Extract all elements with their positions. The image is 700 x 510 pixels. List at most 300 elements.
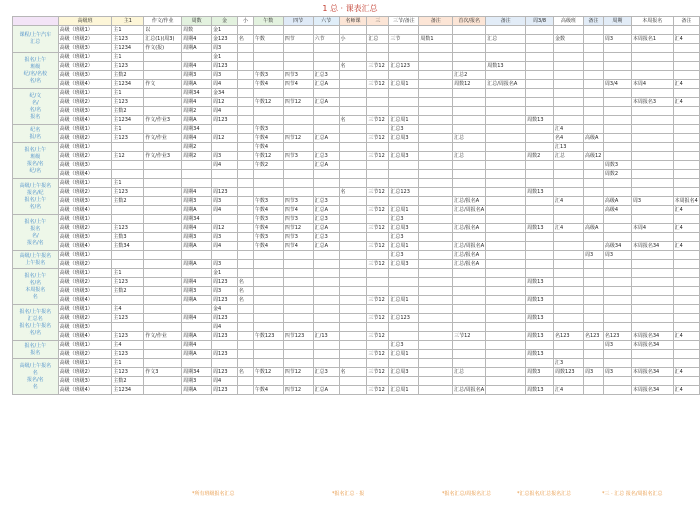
table-cell[interactable]: 主数34: [112, 242, 144, 251]
table-cell[interactable]: 三节12: [367, 242, 389, 251]
table-cell[interactable]: [144, 125, 182, 134]
table-cell[interactable]: [526, 107, 554, 116]
table-cell[interactable]: [367, 179, 389, 188]
table-cell[interactable]: [182, 269, 212, 278]
table-cell[interactable]: [419, 125, 453, 134]
table-cell[interactable]: [583, 386, 603, 395]
table-cell[interactable]: [313, 188, 339, 197]
table-cell[interactable]: [339, 170, 367, 179]
table-cell[interactable]: [367, 161, 389, 170]
table-cell[interactable]: 汇总3: [313, 71, 339, 80]
table-cell[interactable]: 名: [339, 62, 367, 71]
table-cell[interactable]: 午数4: [253, 386, 283, 395]
table-cell[interactable]: [486, 188, 526, 197]
table-cell[interactable]: 汇4: [673, 368, 699, 377]
table-cell[interactable]: [237, 53, 253, 62]
table-cell[interactable]: 高级12: [583, 152, 603, 161]
table-cell[interactable]: [603, 224, 631, 233]
table-cell[interactable]: [631, 251, 673, 260]
table-cell[interactable]: [389, 332, 419, 341]
table-cell[interactable]: 汇总3: [389, 251, 419, 260]
table-cell[interactable]: [526, 98, 554, 107]
table-cell[interactable]: [237, 377, 253, 386]
table-cell[interactable]: [144, 188, 182, 197]
table-cell[interactable]: [253, 260, 283, 269]
table-cell[interactable]: [237, 305, 253, 314]
table-cell[interactable]: 周3: [212, 233, 238, 242]
table-cell[interactable]: 三节12: [367, 332, 389, 341]
table-cell[interactable]: 汇总2: [453, 71, 486, 80]
table-cell[interactable]: [603, 152, 631, 161]
table-cell[interactable]: [339, 242, 367, 251]
table-cell[interactable]: [144, 341, 182, 350]
table-cell[interactable]: [583, 287, 603, 296]
table-cell[interactable]: [526, 359, 554, 368]
table-cell[interactable]: 午数3: [253, 233, 283, 242]
table-cell[interactable]: [603, 44, 631, 53]
table-cell[interactable]: 作文(报): [144, 44, 182, 53]
table-cell[interactable]: [453, 179, 486, 188]
table-cell[interactable]: 三节12: [367, 368, 389, 377]
table-cell[interactable]: [673, 296, 699, 305]
table-cell[interactable]: [144, 269, 182, 278]
table-cell[interactable]: [673, 377, 699, 386]
table-cell[interactable]: 汇总3: [389, 215, 419, 224]
table-cell[interactable]: [583, 341, 603, 350]
table-cell[interactable]: 周123: [212, 314, 238, 323]
table-cell[interactable]: [419, 107, 453, 116]
table-cell[interactable]: [313, 287, 339, 296]
table-cell[interactable]: [339, 44, 367, 53]
table-cell[interactable]: [453, 233, 486, 242]
table-cell[interactable]: [603, 260, 631, 269]
table-cell[interactable]: [554, 296, 584, 305]
table-cell[interactable]: [283, 377, 313, 386]
table-cell[interactable]: [673, 107, 699, 116]
table-cell[interactable]: [112, 296, 144, 305]
table-cell[interactable]: 名: [237, 296, 253, 305]
table-cell[interactable]: [339, 296, 367, 305]
table-cell[interactable]: [339, 287, 367, 296]
table-cell[interactable]: [389, 323, 419, 332]
table-cell[interactable]: [253, 359, 283, 368]
table-cell[interactable]: [144, 179, 182, 188]
table-cell[interactable]: [419, 98, 453, 107]
table-cell[interactable]: 汇总: [453, 368, 486, 377]
table-cell[interactable]: [253, 287, 283, 296]
table-cell[interactable]: [419, 134, 453, 143]
table-cell[interactable]: [526, 242, 554, 251]
table-cell[interactable]: [283, 143, 313, 152]
table-cell[interactable]: [144, 386, 182, 395]
table-cell[interactable]: [673, 161, 699, 170]
table-cell[interactable]: [283, 260, 313, 269]
table-cell[interactable]: [583, 125, 603, 134]
table-cell[interactable]: [253, 116, 283, 125]
table-cell[interactable]: [673, 62, 699, 71]
table-cell[interactable]: 四节4: [283, 80, 313, 89]
table-cell[interactable]: [212, 143, 238, 152]
table-cell[interactable]: [554, 26, 584, 35]
table-cell[interactable]: 高级（班级1）: [58, 143, 112, 152]
table-cell[interactable]: [367, 71, 389, 80]
table-cell[interactable]: [367, 89, 389, 98]
table-cell[interactable]: [144, 350, 182, 359]
table-cell[interactable]: 汇总周1: [389, 206, 419, 215]
table-cell[interactable]: [144, 251, 182, 260]
table-cell[interactable]: [313, 26, 339, 35]
table-cell[interactable]: [673, 215, 699, 224]
table-cell[interactable]: 三节12: [367, 80, 389, 89]
table-cell[interactable]: [554, 98, 584, 107]
table-cell[interactable]: 周期A: [182, 386, 212, 395]
table-cell[interactable]: [554, 377, 584, 386]
table-cell[interactable]: 周期2: [182, 143, 212, 152]
table-cell[interactable]: 周数: [182, 26, 212, 35]
table-cell[interactable]: [631, 26, 673, 35]
table-cell[interactable]: [526, 161, 554, 170]
table-cell[interactable]: [486, 152, 526, 161]
table-cell[interactable]: [486, 269, 526, 278]
table-cell[interactable]: [583, 206, 603, 215]
table-cell[interactable]: 高级A: [583, 134, 603, 143]
table-cell[interactable]: [554, 314, 584, 323]
table-cell[interactable]: 汇总: [554, 152, 584, 161]
table-cell[interactable]: [144, 305, 182, 314]
table-cell[interactable]: [339, 53, 367, 62]
table-cell[interactable]: [486, 296, 526, 305]
table-cell[interactable]: 名4: [554, 134, 584, 143]
table-cell[interactable]: [486, 44, 526, 53]
table-cell[interactable]: [486, 386, 526, 395]
table-cell[interactable]: 周3: [212, 152, 238, 161]
table-cell[interactable]: 周期2: [182, 107, 212, 116]
table-cell[interactable]: [673, 350, 699, 359]
table-cell[interactable]: 周4: [212, 161, 238, 170]
table-cell[interactable]: [631, 62, 673, 71]
table-cell[interactable]: 名: [339, 188, 367, 197]
table-cell[interactable]: [583, 296, 603, 305]
table-cell[interactable]: 高级（班级1）: [58, 26, 112, 35]
table-cell[interactable]: 高级（班级1）: [58, 251, 112, 260]
table-cell[interactable]: [526, 179, 554, 188]
table-cell[interactable]: [389, 107, 419, 116]
table-cell[interactable]: 周数13: [526, 296, 554, 305]
table-cell[interactable]: [237, 107, 253, 116]
table-cell[interactable]: 周数13: [526, 278, 554, 287]
table-cell[interactable]: [453, 359, 486, 368]
table-cell[interactable]: 周期3: [182, 233, 212, 242]
table-cell[interactable]: [554, 107, 584, 116]
table-cell[interactable]: 汇总3: [389, 125, 419, 134]
table-cell[interactable]: [554, 161, 584, 170]
table-cell[interactable]: [253, 377, 283, 386]
table-cell[interactable]: [583, 35, 603, 44]
table-cell[interactable]: 名123: [554, 332, 584, 341]
table-cell[interactable]: 四节3: [283, 233, 313, 242]
table-cell[interactable]: [182, 170, 212, 179]
table-cell[interactable]: [339, 260, 367, 269]
table-cell[interactable]: [419, 89, 453, 98]
table-cell[interactable]: [673, 269, 699, 278]
table-cell[interactable]: [237, 215, 253, 224]
table-cell[interactable]: 周期4: [182, 35, 212, 44]
table-cell[interactable]: [313, 251, 339, 260]
table-cell[interactable]: [583, 305, 603, 314]
table-cell[interactable]: [603, 116, 631, 125]
table-cell[interactable]: 午数2: [253, 161, 283, 170]
table-cell[interactable]: [486, 341, 526, 350]
table-cell[interactable]: [526, 260, 554, 269]
table-cell[interactable]: [283, 341, 313, 350]
table-cell[interactable]: [526, 134, 554, 143]
table-cell[interactable]: [253, 62, 283, 71]
table-cell[interactable]: 周期3: [182, 377, 212, 386]
table-cell[interactable]: 四节3: [283, 197, 313, 206]
table-cell[interactable]: 周4: [212, 80, 238, 89]
table-cell[interactable]: [603, 386, 631, 395]
table-cell[interactable]: [339, 89, 367, 98]
table-cell[interactable]: 主123: [112, 350, 144, 359]
table-cell[interactable]: 周4: [212, 323, 238, 332]
table-cell[interactable]: [339, 71, 367, 80]
table-cell[interactable]: 三节12: [453, 332, 486, 341]
table-cell[interactable]: [583, 80, 603, 89]
table-cell[interactable]: [673, 341, 699, 350]
table-cell[interactable]: [486, 242, 526, 251]
table-cell[interactable]: [144, 143, 182, 152]
table-cell[interactable]: [367, 323, 389, 332]
table-cell[interactable]: [583, 116, 603, 125]
table-cell[interactable]: 高级（班级3）: [58, 197, 112, 206]
table-cell[interactable]: 名123: [583, 332, 603, 341]
table-cell[interactable]: [583, 233, 603, 242]
table-cell[interactable]: [237, 62, 253, 71]
table-cell[interactable]: [419, 323, 453, 332]
table-cell[interactable]: [631, 233, 673, 242]
table-cell[interactable]: [112, 323, 144, 332]
table-cell[interactable]: [144, 197, 182, 206]
table-cell[interactable]: [419, 53, 453, 62]
table-cell[interactable]: 周期4: [182, 314, 212, 323]
table-cell[interactable]: 主数2: [112, 377, 144, 386]
table-cell[interactable]: 周期4: [182, 341, 212, 350]
table-cell[interactable]: [313, 296, 339, 305]
table-cell[interactable]: [673, 260, 699, 269]
table-cell[interactable]: [237, 233, 253, 242]
table-cell[interactable]: [603, 359, 631, 368]
table-cell[interactable]: [631, 44, 673, 53]
table-cell[interactable]: 主1: [112, 359, 144, 368]
table-cell[interactable]: 三节12: [367, 188, 389, 197]
table-cell[interactable]: [339, 179, 367, 188]
table-cell[interactable]: [526, 26, 554, 35]
table-cell[interactable]: 高级（班级2）: [58, 62, 112, 71]
table-cell[interactable]: 汇4: [673, 98, 699, 107]
table-cell[interactable]: [389, 143, 419, 152]
table-cell[interactable]: 汇4: [554, 224, 584, 233]
table-cell[interactable]: [367, 53, 389, 62]
table-cell[interactable]: [583, 242, 603, 251]
table-cell[interactable]: [253, 323, 283, 332]
table-cell[interactable]: 汇总3: [389, 233, 419, 242]
table-cell[interactable]: [144, 359, 182, 368]
table-cell[interactable]: [313, 170, 339, 179]
table-cell[interactable]: [237, 98, 253, 107]
table-cell[interactable]: [583, 188, 603, 197]
table-cell[interactable]: [673, 323, 699, 332]
table-cell[interactable]: 午数3: [253, 197, 283, 206]
table-cell[interactable]: 金1: [212, 53, 238, 62]
table-cell[interactable]: 高级（班级2）: [58, 350, 112, 359]
table-cell[interactable]: [526, 71, 554, 80]
table-cell[interactable]: [583, 161, 603, 170]
table-cell[interactable]: [583, 314, 603, 323]
table-cell[interactable]: 名: [237, 287, 253, 296]
table-cell[interactable]: [389, 377, 419, 386]
table-cell[interactable]: 周期4: [182, 188, 212, 197]
table-cell[interactable]: 午数3: [253, 71, 283, 80]
table-cell[interactable]: [673, 278, 699, 287]
table-cell[interactable]: [526, 377, 554, 386]
table-cell[interactable]: 高级（班级1）: [58, 359, 112, 368]
table-cell[interactable]: [419, 26, 453, 35]
table-cell[interactable]: [673, 71, 699, 80]
table-cell[interactable]: [144, 233, 182, 242]
table-cell[interactable]: [313, 125, 339, 134]
table-cell[interactable]: [673, 170, 699, 179]
table-cell[interactable]: [283, 53, 313, 62]
table-cell[interactable]: [419, 368, 453, 377]
table-cell[interactable]: 高级（班级3）: [58, 161, 112, 170]
table-cell[interactable]: [453, 287, 486, 296]
table-cell[interactable]: [631, 134, 673, 143]
table-cell[interactable]: 周期A: [182, 260, 212, 269]
table-cell[interactable]: [673, 314, 699, 323]
table-cell[interactable]: [526, 305, 554, 314]
table-cell[interactable]: [419, 386, 453, 395]
table-cell[interactable]: 主4: [112, 341, 144, 350]
table-cell[interactable]: [419, 305, 453, 314]
table-cell[interactable]: [237, 332, 253, 341]
table-cell[interactable]: [603, 278, 631, 287]
table-cell[interactable]: 周4: [212, 242, 238, 251]
table-cell[interactable]: 名: [237, 35, 253, 44]
table-cell[interactable]: 四节: [283, 35, 313, 44]
table-cell[interactable]: [283, 251, 313, 260]
table-cell[interactable]: 汇总3: [389, 341, 419, 350]
table-cell[interactable]: [182, 179, 212, 188]
table-cell[interactable]: 汇3: [554, 359, 584, 368]
table-cell[interactable]: 主123: [112, 35, 144, 44]
table-cell[interactable]: [339, 278, 367, 287]
table-cell[interactable]: [554, 287, 584, 296]
table-cell[interactable]: [583, 26, 603, 35]
table-cell[interactable]: 作文/作业: [144, 134, 182, 143]
table-cell[interactable]: 周123: [212, 332, 238, 341]
table-cell[interactable]: 本周报名34: [631, 386, 673, 395]
table-cell[interactable]: 高级34: [603, 242, 631, 251]
table-cell[interactable]: [237, 125, 253, 134]
table-cell[interactable]: [283, 116, 313, 125]
table-cell[interactable]: 高级4: [603, 206, 631, 215]
table-cell[interactable]: [486, 233, 526, 242]
table-cell[interactable]: [253, 305, 283, 314]
table-cell[interactable]: [419, 260, 453, 269]
table-cell[interactable]: [419, 224, 453, 233]
table-cell[interactable]: 本周报名34: [631, 242, 673, 251]
table-cell[interactable]: 午数4: [253, 143, 283, 152]
table-cell[interactable]: [554, 188, 584, 197]
table-cell[interactable]: [237, 323, 253, 332]
table-cell[interactable]: [631, 359, 673, 368]
table-cell[interactable]: 本周报名4: [674, 198, 698, 204]
table-cell[interactable]: [339, 224, 367, 233]
table-cell[interactable]: 主数2: [112, 197, 144, 206]
table-cell[interactable]: 高级（班级3）: [58, 287, 112, 296]
table-cell[interactable]: [283, 125, 313, 134]
table-cell[interactable]: 高级（班级1）: [58, 341, 112, 350]
table-cell[interactable]: [583, 170, 603, 179]
table-cell[interactable]: 汇总周1: [389, 80, 419, 89]
table-cell[interactable]: 高级（班级4）: [58, 296, 112, 305]
table-cell[interactable]: [486, 278, 526, 287]
table-cell[interactable]: 三节12: [367, 224, 389, 233]
table-cell[interactable]: 高级（班级2）: [58, 188, 112, 197]
table-cell[interactable]: 周3: [583, 368, 603, 377]
table-cell[interactable]: [526, 251, 554, 260]
table-cell[interactable]: [453, 296, 486, 305]
table-cell[interactable]: [631, 206, 673, 215]
table-cell[interactable]: 午数3: [253, 215, 283, 224]
table-cell[interactable]: [182, 323, 212, 332]
table-cell[interactable]: 名: [339, 116, 367, 125]
table-cell[interactable]: 周期2: [182, 152, 212, 161]
table-cell[interactable]: [367, 287, 389, 296]
table-cell[interactable]: 汇4: [673, 35, 699, 44]
table-cell[interactable]: [583, 260, 603, 269]
table-cell[interactable]: [237, 206, 253, 215]
table-cell[interactable]: 周123: [212, 368, 238, 377]
table-cell[interactable]: 汇总3: [313, 197, 339, 206]
table-cell[interactable]: [453, 269, 486, 278]
table-cell[interactable]: [583, 215, 603, 224]
table-cell[interactable]: [453, 116, 486, 125]
table-cell[interactable]: 高级（班级3）: [58, 233, 112, 242]
table-cell[interactable]: [367, 26, 389, 35]
table-cell[interactable]: [631, 269, 673, 278]
table-cell[interactable]: [182, 161, 212, 170]
table-cell[interactable]: 周123: [212, 386, 238, 395]
table-cell[interactable]: 六节: [313, 35, 339, 44]
table-cell[interactable]: 汇总A: [313, 161, 339, 170]
table-cell[interactable]: 周123: [212, 350, 238, 359]
table-cell[interactable]: [237, 143, 253, 152]
table-cell[interactable]: 本周报名1: [631, 35, 673, 44]
table-cell[interactable]: 金4: [212, 305, 238, 314]
table-cell[interactable]: [237, 134, 253, 143]
table-cell[interactable]: [283, 44, 313, 53]
table-cell[interactable]: [603, 314, 631, 323]
table-cell[interactable]: [339, 26, 367, 35]
table-cell[interactable]: [313, 359, 339, 368]
table-cell[interactable]: 三节12: [367, 152, 389, 161]
table-cell[interactable]: 名: [237, 278, 253, 287]
table-cell[interactable]: [486, 251, 526, 260]
table-cell[interactable]: 四节3: [283, 215, 313, 224]
table-cell[interactable]: [583, 89, 603, 98]
table-cell[interactable]: [526, 287, 554, 296]
